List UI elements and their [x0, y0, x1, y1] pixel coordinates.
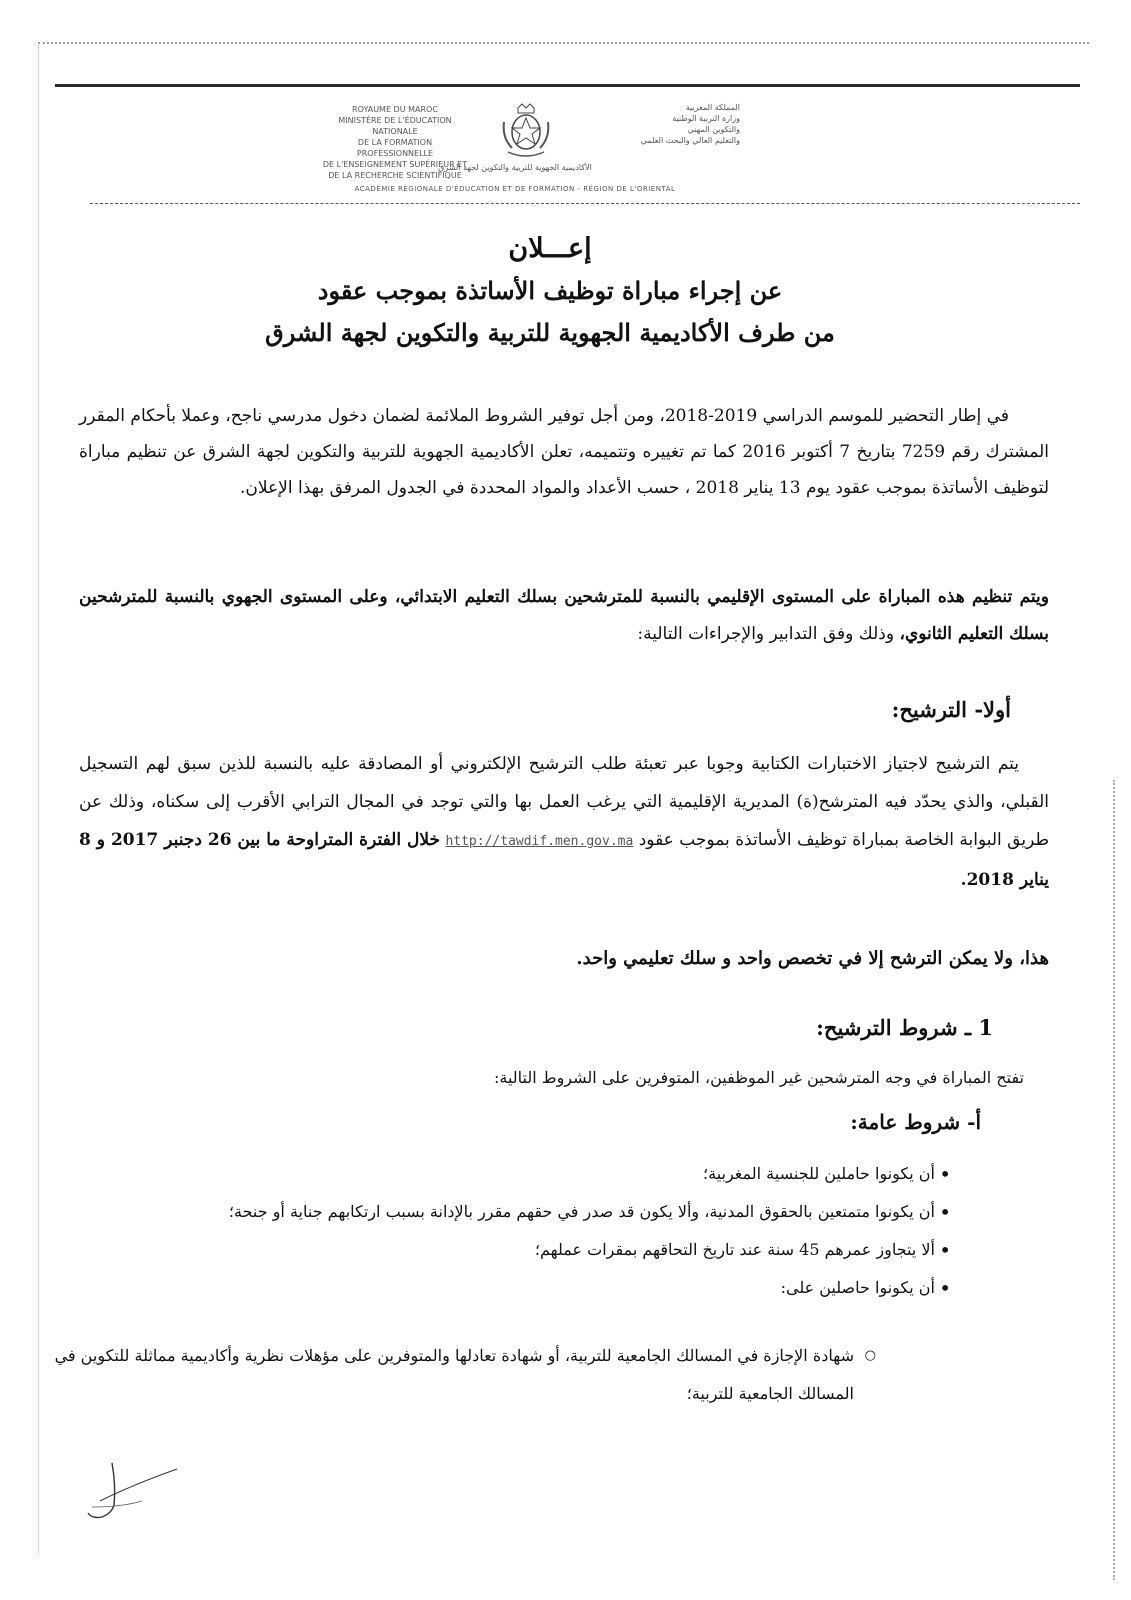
- letterhead-ar-line: والتعليم العالي والبحث العلمي: [640, 136, 740, 145]
- letterhead-fr-line: ROYAUME DU MAROC: [352, 105, 438, 114]
- list-item: • ألا يتجاوز عمرهم 45 سنة عند تاريخ التحاقهم بمقرات عملهم؛: [51, 1231, 951, 1269]
- candidacy-period: خلال الفترة المتراوحة ما بين 26 دجنبر 2017 و 8 يناير 2018.: [79, 830, 1049, 890]
- coat-of-arms-icon: [498, 102, 554, 160]
- list-item: • أن يكونوا متمتعين بالحقوق المدنية، وألا يكون قد صدر في حقهم مقرر بالإدانة بسبب ارتكابهم جناية أو جنحة؛: [51, 1193, 951, 1231]
- letterhead-ar-line: المملكة المغربية: [685, 103, 740, 112]
- title-line-2: عن إجراء مباراة توظيف الأساتذة بموجب عقود: [317, 276, 783, 305]
- announcement-title: [150, 228, 950, 354]
- conditions-list: [51, 1155, 951, 1307]
- section-heading-candidacy: أولا- الترشيح:: [891, 697, 1011, 722]
- academy-name-ar: الأكاديمية الجهوية للتربية والتكوين لجهة الشرق: [438, 163, 592, 172]
- candidacy-text: يتم الترشيح لاجتياز الاختبارات الكتابية وجوبا عبر تعبئة طلب الترشيح الإلكتروني أو المصادقة عليه بالنسبة للذين سبق لهم التسجيل القبلي، والذي يحدّد فيه المترشح(ة) المديرية الإقليمية التي يرغب العمل بها والتي توجد في المجال الترابي الأقرب إلى سكناه، وذلك عن طريق البوابة الخاصة بمباراة توظيف الأساتذة بموجب عقود: [79, 754, 1049, 850]
- signature-icon: [82, 1455, 182, 1525]
- title-main: إعـــلان: [508, 233, 592, 264]
- list-item: • أن يكونوا حاملين للجنسية المغربية؛: [51, 1155, 951, 1193]
- candidacy-paragraph: [79, 745, 1049, 899]
- conditions-heading: 1 ـ شروط الترشيح:: [816, 1015, 993, 1040]
- scan-edge: [1113, 780, 1115, 1580]
- letterhead-fr-line: DE LA FORMATION PROFESSIONNELLE: [356, 138, 434, 158]
- single-specialty-note: هذا، ولا يمكن الترشح إلا في تخصص واحد و سلك تعليمي واحد.: [576, 948, 1049, 969]
- header-divider: [90, 203, 1080, 204]
- organization-bold: ويتم تنظيم هذه المباراة على المستوى الإقليمي بالنسبة للمترشحين بسلك التعليم الابتدائي، وعلى المستوى الجهوي بالنسبة للمترشحين بسلك التعليم الثانوي،: [79, 587, 1049, 644]
- general-conditions-heading: أ- شروط عامة:: [850, 1110, 981, 1134]
- sub-list-item: ○ شهادة الإجازة في المسالك الجامعية للتربية، أو شهادة تعادلها والمتوفرين على مؤهلات نظرية وأكاديمية مماثلة للتكوين في المسالك الجامعية للتربية؛: [54, 1337, 876, 1413]
- letterhead-arabic: [570, 102, 740, 146]
- letterhead-fr-line: MINISTÈRE DE L'ÉDUCATION NATIONALE: [338, 116, 452, 136]
- letterhead-ar-line: وزارة التربية الوطنية: [672, 114, 740, 123]
- letterhead-fr-line: DE L'ENSEIGNEMENT SUPÉRIEUR ET DE LA RECHERCHE SCIENTIFIQUE: [322, 160, 468, 180]
- title-line-3: من طرف الأكاديمية الجهوية للتربية والتكوين لجهة الشرق: [265, 318, 835, 347]
- header-rule: [55, 84, 1080, 87]
- conditions-intro: تفتح المباراة في وجه المترشحين غير الموظفين، المتوفرين على الشروط التالية:: [494, 1068, 1024, 1087]
- letterhead: [280, 100, 740, 200]
- academy-name-fr: ACADÉMIE RÉGIONALE D'ÉDUCATION ET DE FORMATION - RÉGION DE L'ORIENTAL: [354, 185, 676, 193]
- organization-paragraph: [79, 579, 1049, 653]
- organization-normal: وذلك وفق التدابير والإجراءات التالية:: [637, 624, 900, 644]
- portal-link[interactable]: http://tawdif.men.gov.ma: [445, 834, 634, 849]
- list-item: • أن يكونوا حاصلين على:: [51, 1269, 951, 1307]
- letterhead-ar-line: والتكوين المهني: [687, 125, 740, 134]
- intro-paragraph: في إطار التحضير للموسم الدراسي 2019-2018، ومن أجل توفير الشروط الملائمة لضمان دخول مدرسي ناجح، وعملا بأحكام المقرر المشترك رقم 7259 بتاريخ 7 أكتوبر 2016 كما تم تغييره وتتميمه، تعلن الأكاديمية الجهوية للتربية والتكوين لجهة الشرق عن تنظيم مباراة لتوظيف الأساتذة بموجب عقود يوم 13 يناير 2018 ، حسب الأعداد والمواد المحددة في الجدول المرفق بهذا الإعلان.: [79, 406, 1049, 498]
